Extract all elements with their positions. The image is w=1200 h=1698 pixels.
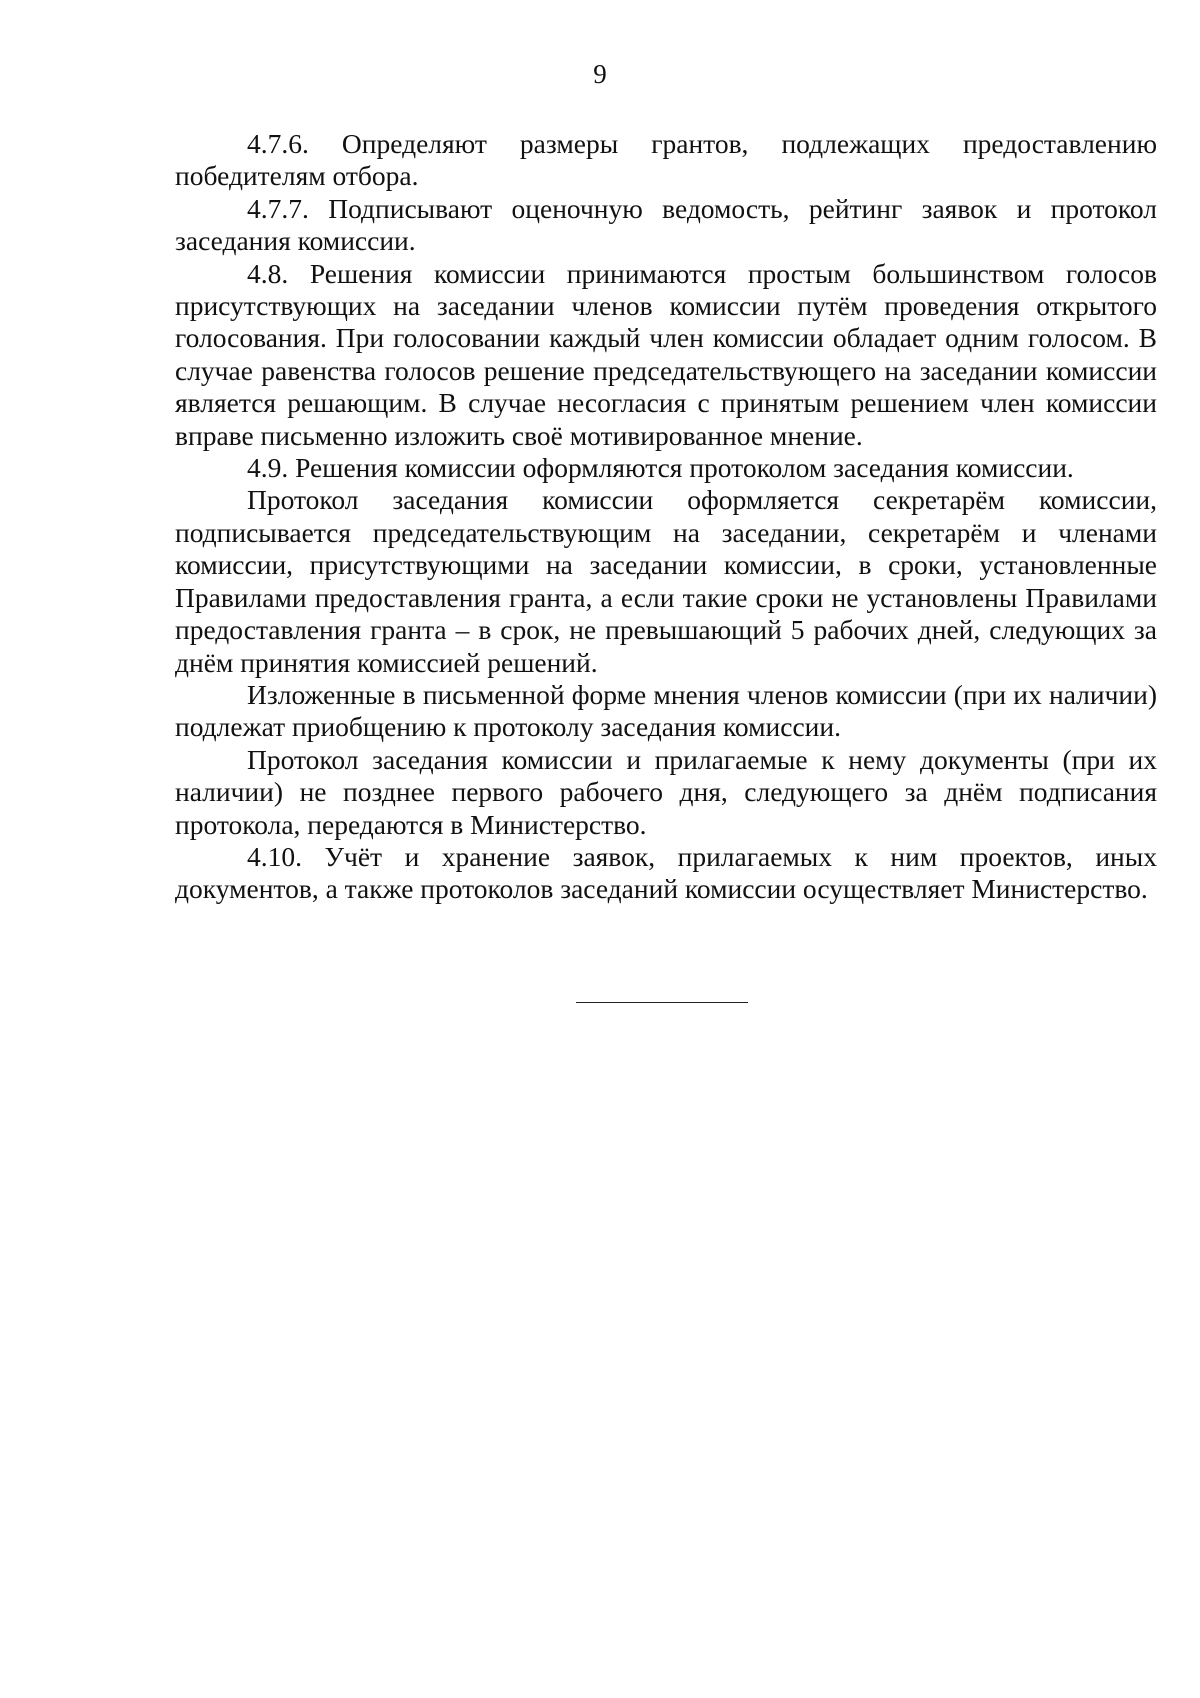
paragraph-4-7-6: 4.7.6. Определяют размеры грантов, подлежащих предоставлению победителям отбора. xyxy=(175,128,1157,192)
end-separator-line xyxy=(576,1002,748,1003)
paragraph-4-8: 4.8. Решения комиссии принимаются простым большинством голосов присутствующих на заседании членов комиссии путём проведения открытого голосования. При голосовании каждый член комиссии обладает одним голосом. В случае равенства голосов решение председательствующего на заседании комиссии является решающим. В случае несогласия с принятым решением член комиссии вправе письменно изложить своё мотивированное мнение. xyxy=(175,257,1157,451)
paragraph-4-7-7: 4.7.7. Подписывают оценочную ведомость, рейтинг заявок и протокол заседания комиссии. xyxy=(175,192,1157,257)
paragraph-protocol-formation: Протокол заседания комиссии оформляется секретарём комиссии, подписывается председательствующим на заседании, секретарём и членами комиссии, присутствующими на заседании комиссии, в сроки, установленные Правилами предоставления гранта, а если такие сроки не установлены Правилами предоставления гранта – в срок, не превышающий 5 рабочих дней, следующих за днём принятия комиссией решений. xyxy=(175,484,1157,678)
document-body xyxy=(175,128,1157,906)
page-number: 9 xyxy=(593,59,607,89)
paragraph-written-opinions: Изложенные в письменной форме мнения членов комиссии (при их наличии) подлежат приобщению к протоколу заседания комиссии. xyxy=(175,678,1157,743)
paragraph-4-9: 4.9. Решения комиссии оформляются протоколом заседания комиссии. xyxy=(247,452,1074,484)
paragraph-protocol-transfer: Протокол заседания комиссии и прилагаемые к нему документы (при их наличии) не позднее первого рабочего дня, следующего за днём подписания протокола, передаются в Министерство. xyxy=(175,743,1157,840)
paragraph-4-10: 4.10. Учёт и хранение заявок, прилагаемых к ним проектов, иных документов, а также протоколов заседаний комиссии осуществляет Министерство. xyxy=(175,840,1157,905)
